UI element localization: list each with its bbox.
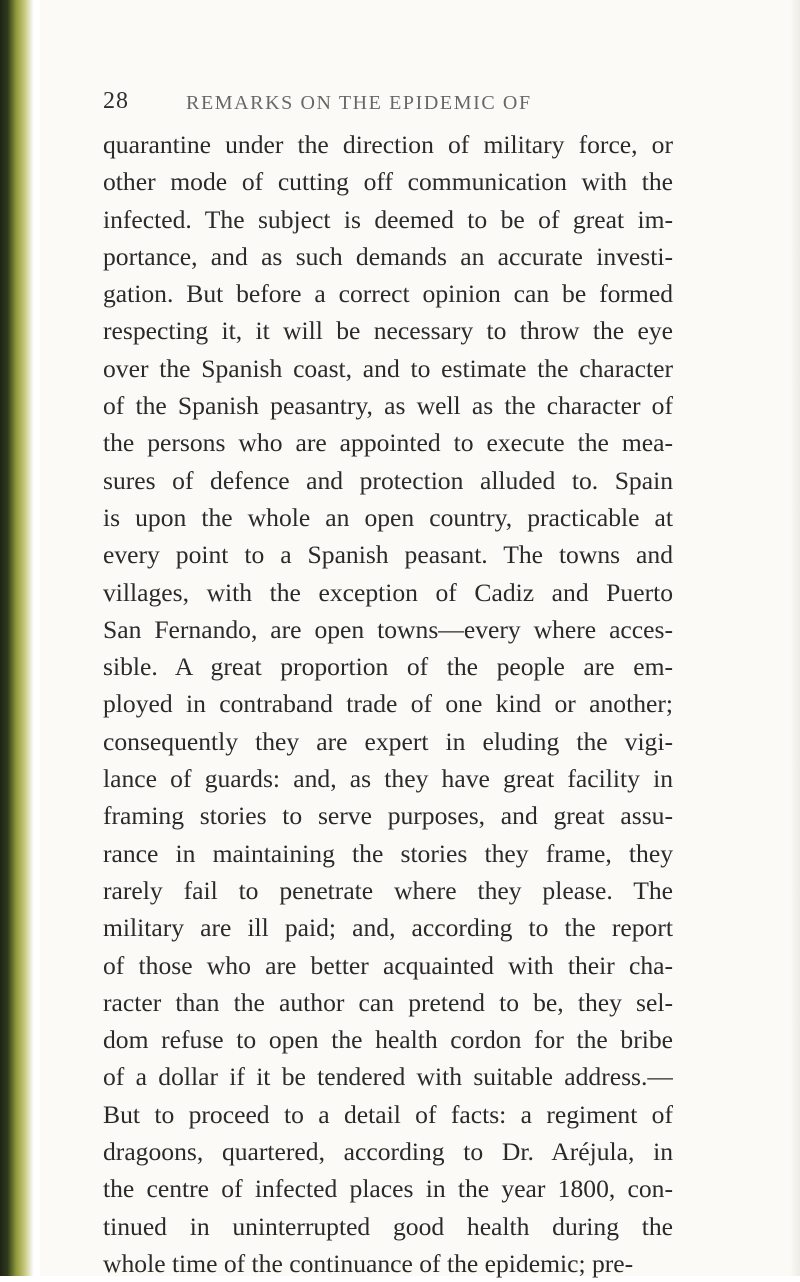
page-header xyxy=(103,88,663,122)
text-line: dragoons, quartered, according to Dr. Aréjula, in xyxy=(103,1137,673,1167)
text-line: consequently they are expert in eluding the vigi- xyxy=(103,726,673,756)
running-head: REMARKS ON THE EPIDEMIC OF xyxy=(186,92,532,114)
text-line: tinued in uninterrupted good health during the xyxy=(103,1211,673,1241)
body-text xyxy=(103,126,673,1282)
text-line: other mode of cutting off communication with the xyxy=(103,167,673,197)
text-line: ployed in contraband trade of one kind or another; xyxy=(103,689,673,719)
text-line: over the Spanish coast, and to estimate the character xyxy=(103,353,673,383)
text-line: of the Spanish peasantry, as well as the character of xyxy=(103,391,673,421)
text-line: whole time of the continuance of the epidemic; pre- xyxy=(103,1248,634,1278)
text-line: villages, with the exception of Cadiz and Puerto xyxy=(103,577,673,607)
text-line: military are ill paid; and, according to the report xyxy=(103,913,673,943)
page-number: 28 xyxy=(103,88,129,114)
text-line: of those who are better acquainted with their cha- xyxy=(103,950,673,980)
text-line: But to proceed to a detail of facts: a regiment of xyxy=(103,1099,673,1129)
text-line: lance of guards: and, as they have great facility in xyxy=(103,764,673,794)
text-line: dom refuse to open the health cordon for the bribe xyxy=(103,1025,673,1055)
text-line: respecting it, it will be necessary to throw the eye xyxy=(103,316,673,346)
text-line: of a dollar if it be tendered with suitable address.— xyxy=(103,1062,673,1092)
text-line: sures of defence and protection alluded to. Spain xyxy=(103,465,673,495)
text-line: is upon the whole an open country, practicable at xyxy=(103,502,673,532)
book-binding-edge xyxy=(0,0,34,1276)
text-line: sible. A great proportion of the people are em- xyxy=(103,652,673,682)
text-line: portance, and as such demands an accurate investi- xyxy=(103,241,673,271)
text-line: racter than the author can pretend to be, they sel- xyxy=(103,987,673,1017)
text-line: the centre of infected places in the year 1800, con- xyxy=(103,1174,673,1204)
text-line: rance in maintaining the stories they frame, they xyxy=(103,838,673,868)
text-line: framing stories to serve purposes, and great assu- xyxy=(103,801,673,831)
text-line: San Fernando, are open towns—every where acces- xyxy=(103,614,673,644)
text-line: rarely fail to penetrate where they please. The xyxy=(103,875,673,905)
text-line: every point to a Spanish peasant. The towns and xyxy=(103,540,673,570)
text-line: quarantine under the direction of military force, or xyxy=(103,130,673,159)
text-line: the persons who are appointed to execute the mea- xyxy=(103,428,673,458)
text-line: infected. The subject is deemed to be of great im- xyxy=(103,204,673,234)
text-line: gation. But before a correct opinion can be formed xyxy=(103,279,673,309)
